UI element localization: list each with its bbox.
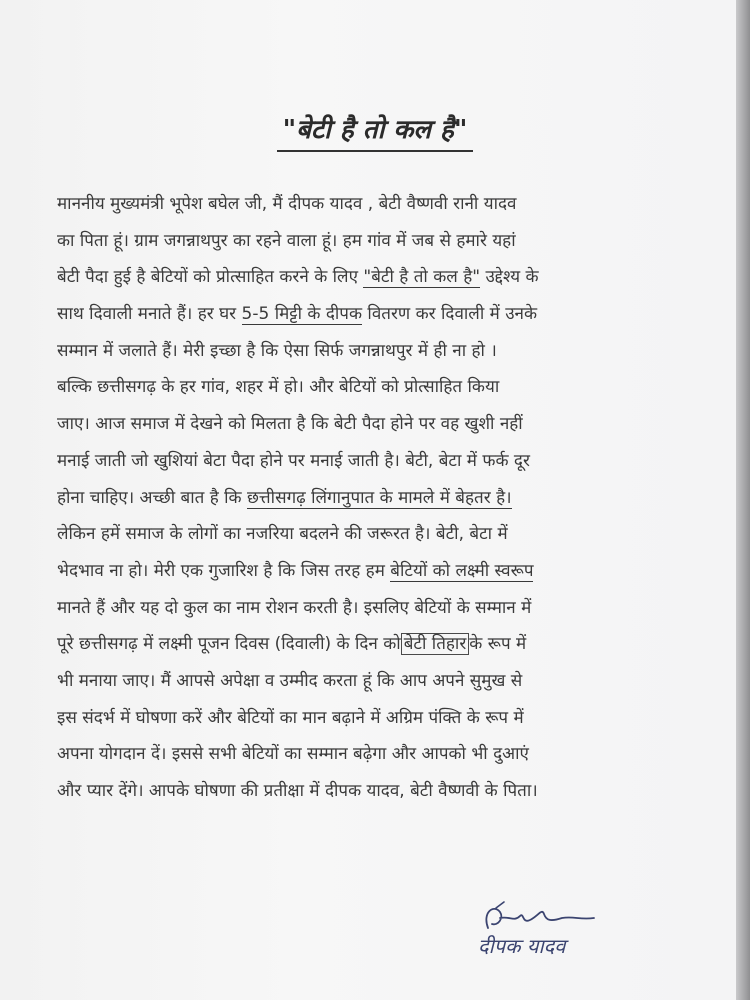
- line-text: का पिता हूं। ग्राम जगन्नाथपुर का रहने वाला हूं। हम गांव में जब से हमारे यहां: [57, 230, 516, 251]
- body-line: [57, 259, 687, 296]
- body-line: [57, 406, 687, 443]
- line-text: होना चाहिए। अच्छी बात है कि: [57, 487, 248, 508]
- line-text: साथ दिवाली मनाते हैं। हर घर: [57, 304, 242, 325]
- line-text: माननीय मुख्यमंत्री भूपेश बघेल जी, मैं दीपक यादव , बेटी वैष्णवी रानी यादव: [57, 194, 517, 214]
- body-line: [57, 223, 687, 260]
- line-text: भेदभाव ना हो। मेरी एक गुजारिश है कि जिस तरह हम: [57, 560, 391, 581]
- body-line: [57, 333, 687, 370]
- signature-name: दीपक यादव: [478, 934, 566, 958]
- body-line: [57, 443, 687, 480]
- body-line: [57, 773, 687, 810]
- line-text: इस संदर्भ में घोषणा करें और बेटियों का मान बढ़ाने में अग्रिम पंक्ति के रूप में: [57, 707, 524, 728]
- body-line: [57, 186, 687, 223]
- line-text: और प्यार देंगे। आपके घोषणा की प्रतीक्षा में दीपक यादव, बेटी वैष्णवी के पिता।: [57, 781, 538, 801]
- underlined-lakshmi: बेटियों को लक्ष्मी स्वरूप: [390, 560, 534, 581]
- title-container: [0, 110, 750, 152]
- body-line: [57, 480, 687, 517]
- line-text: अपना योगदान दें। इससे सभी बेटियों का सम्मान बढ़ेगा और आपको भी दुआएं: [57, 744, 529, 765]
- underlined-diyas: 5-5 मिट्टी के दीपक: [241, 304, 363, 325]
- line-text: लेकिन हमें समाज के लोगों का नजरिया बदलने की जरूरत है। बेटी, बेटा में: [57, 524, 508, 545]
- line-text: के रूप में: [469, 634, 527, 655]
- line-text: उद्देश्य के: [480, 267, 539, 288]
- signature-block: [470, 898, 630, 978]
- line-text: पूरे छत्तीसगढ़ में लक्ष्मी पूजन दिवस (दिवाली) के दिन को: [57, 634, 401, 655]
- body-line: [57, 626, 687, 663]
- letter-body: [57, 186, 687, 810]
- body-line: [57, 516, 687, 553]
- line-text: सम्मान में जलाते हैं। मेरी इच्छा है कि ऐसा सिर्फ जगन्नाथपुर में ही ना हो ।: [57, 340, 497, 361]
- body-line: [57, 369, 687, 406]
- body-line: [57, 736, 687, 773]
- underlined-sex-ratio: छत्तीसगढ़ लिंगानुपात के मामले में बेहतर है।: [247, 487, 512, 508]
- line-text: वितरण कर दिवाली में उनके: [362, 304, 538, 325]
- boxed-beti-tihar: बेटी तिहार: [401, 633, 470, 655]
- body-line: [57, 553, 687, 590]
- letter-title: "बेटी है तो कल है": [277, 110, 474, 152]
- body-line: [57, 590, 687, 627]
- line-text: बल्कि छत्तीसगढ़ के हर गांव, शहर में हो। और बेटियों को प्रोत्साहित किया: [57, 377, 500, 398]
- line-text: मनाई जाती जो खुशियां बेटा पैदा होने पर मनाई जाती है। बेटी, बेटा में फर्क दूर: [57, 450, 530, 471]
- line-text: बेटी पैदा हुई है बेटियों को प्रोत्साहित करने के लिए: [57, 267, 364, 288]
- line-text: जाए। आज समाज में देखने को मिलता है कि बेटी पैदा होने पर वह खुशी नहीं: [57, 414, 523, 435]
- underlined-slogan: "बेटी है तो कल है": [363, 267, 481, 288]
- body-line: [57, 663, 687, 700]
- line-text: भी मनाया जाए। मैं आपसे अपेक्षा व उम्मीद करता हूं कि आप अपने सुमुख से: [57, 670, 523, 691]
- body-line: [57, 296, 687, 333]
- body-line: [57, 700, 687, 737]
- line-text: मानते हैं और यह दो कुल का नाम रोशन करती है। इसलिए बेटियों के सम्मान में: [57, 597, 532, 618]
